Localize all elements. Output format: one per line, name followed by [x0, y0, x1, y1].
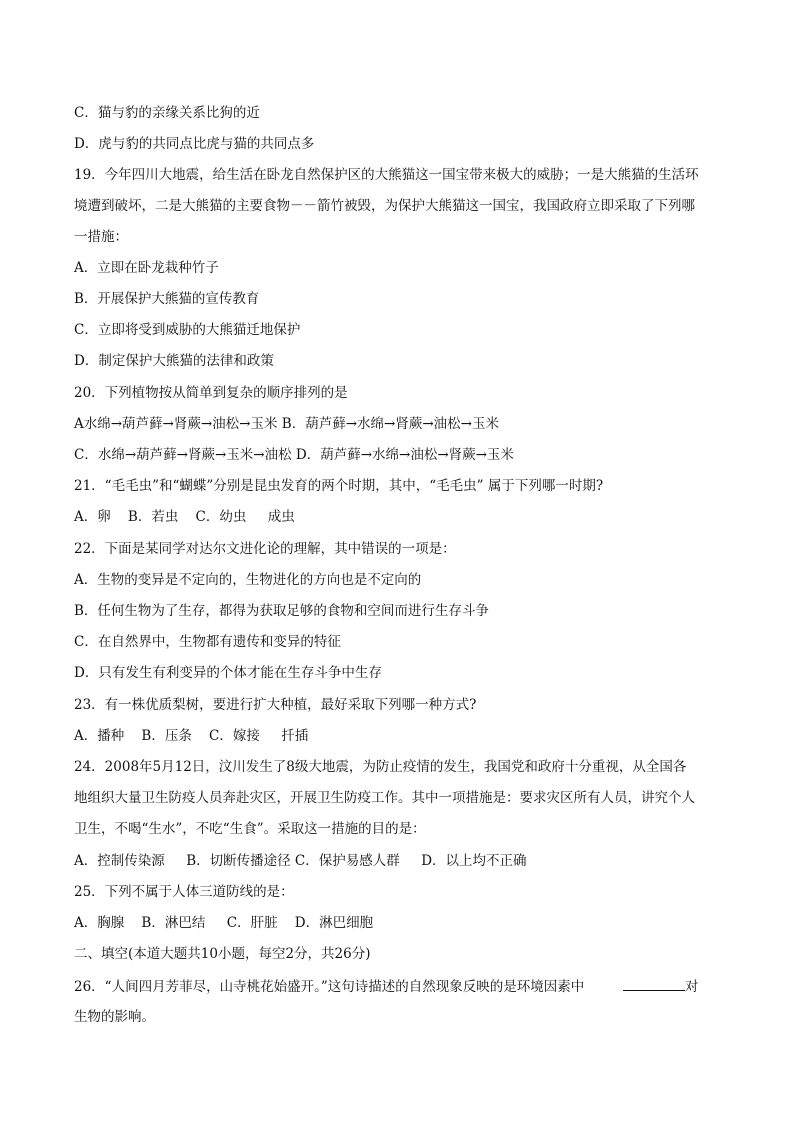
option-b-q19: B．开展保护大熊猫的宣传教育: [74, 291, 260, 307]
question-19-line-2: 境遭到破坏，二是大熊猫的主要食物－－箭竹被毁，为保护大熊猫这一国宝，我国政府立即采取了下列哪: [74, 198, 695, 214]
question-26-suffix: 对: [684, 979, 699, 995]
question-24-line-2: 地组织大量卫生防疫人员奔赴灾区，开展卫生防疫工作。其中一项措施是：要求灾区所有人员，讲究个人: [74, 790, 695, 806]
question-25: 25．下列不属于人体三道防线的是：: [74, 884, 294, 900]
option-b-q22: B．任何生物为了生存，都得为获取足够的食物和空间而进行生存斗争: [74, 603, 489, 619]
question-20: 20．下列植物按从简单到复杂的顺序排列的是: [74, 385, 348, 401]
question-26-line-1: [74, 976, 698, 996]
question-21: 21．“毛毛虫”和“蝴蝶”分别是昆虫发育的两个时期，其中，“毛毛虫” 属于下列哪一时期?: [74, 478, 604, 494]
question-23: 23．有一株优质梨树，要进行扩大种植，最好采取下列哪一种方式?: [74, 697, 477, 713]
option-d-q18: D．虎与豹的共同点比虎与猫的共同点多: [74, 136, 315, 152]
option-a-q19: A．立即在卧龙栽种竹子: [74, 260, 219, 276]
options-q23: A．播种 B．压条 C．嫁接 扦插: [74, 728, 309, 744]
options-cd-q20: C．水绵→葫芦藓→肾蕨→玉米→油松 D．葫芦藓→水绵→油松→肾蕨→玉米: [74, 447, 514, 463]
option-a-q22: A．生物的变异是不定向的，生物进化的方向也是不定向的: [74, 572, 422, 588]
question-26-line-2: 生物的影响。: [74, 1009, 155, 1025]
question-19-line-1: 19．今年四川大地震，给生活在卧龙自然保护区的大熊猫这一国宝带来极大的威胁；一是大熊猫的生活环: [74, 167, 699, 183]
option-c-q18: C．猫与豹的亲缘关系比狗的近: [74, 105, 260, 121]
answer-blank-q26: [623, 976, 685, 991]
question-19-line-3: 一措施：: [74, 229, 128, 245]
option-d-q19: D．制定保护大熊猫的法律和政策: [74, 353, 274, 369]
options-q21: A．卵 B．若虫 C．幼虫 成虫: [74, 509, 295, 525]
question-24-line-3: 卫生，不喝“生水”，不吃“生食”。采取这一措施的目的是：: [74, 821, 426, 837]
option-d-q22: D．只有发生有利变异的个体才能在生存斗争中生存: [74, 665, 382, 681]
section-2-heading: 二、填空(本道大题共10小题，每空2分，共26分): [74, 946, 371, 962]
options-q25: A．胸腺 B．淋巴结 C．肝脏 D．淋巴细胞: [74, 915, 374, 931]
question-26-text: 26．“人间四月芳菲尽，山寺桃花始盛开。”这句诗描述的自然现象反映的是环境因素中: [74, 979, 623, 995]
option-c-q19: C．立即将受到威胁的大熊猫迁地保护: [74, 322, 301, 338]
options-ab-q20: A水绵→葫芦藓→肾蕨→油松→玉米 B．葫芦藓→水绵→肾蕨→油松→玉米: [74, 416, 499, 432]
question-24-line-1: 24．2008年5月12日，汶川发生了8级大地震，为防止疫情的发生，我国党和政府十分重视，从全国各: [74, 759, 687, 775]
option-c-q22: C．在自然界中，生物都有遗传和变异的特征: [74, 634, 341, 650]
question-22: 22．下面是某同学对达尔文进化论的理解，其中错误的一项是：: [74, 541, 456, 557]
options-q24: A．控制传染源 B．切断传播途径 C．保护易感人群 D．以上均不正确: [74, 853, 527, 869]
